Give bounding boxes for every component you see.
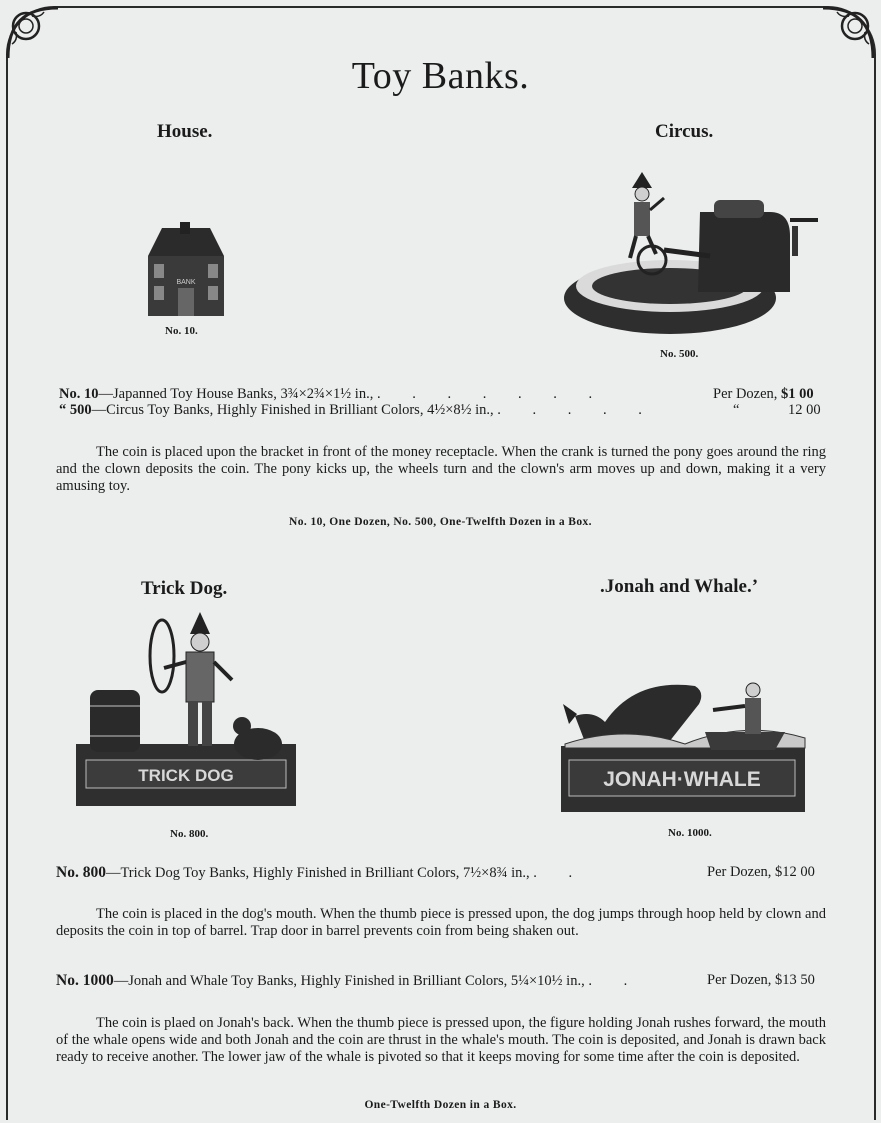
- item-description: —Japanned Toy House Banks, 3¾×2¾×1½ in.,: [98, 386, 374, 402]
- leader-dots: . .: [533, 865, 587, 881]
- circus-heading: Circus.: [655, 121, 714, 142]
- price-line-10: [59, 386, 606, 403]
- house-heading: House.: [157, 121, 213, 142]
- jonah-caption: No. 1000.: [668, 827, 712, 839]
- price-line-800: [56, 864, 586, 882]
- item-description: —Jonah and Whale Toy Banks, Highly Finished in Brilliant Colors, 5¼×10½ in.,: [113, 973, 585, 989]
- house-caption: No. 10.: [165, 325, 198, 337]
- price-10: [713, 386, 814, 403]
- leader-dots: . . . . .: [497, 402, 656, 418]
- item-description: —Circus Toy Banks, Highly Finished in Brilliant Colors, 4½×8½ in.,: [91, 402, 494, 418]
- price-label: Per Dozen,: [713, 386, 778, 402]
- leader-dots: . . . . . . .: [376, 386, 607, 402]
- page-title: Toy Banks.: [351, 55, 530, 97]
- price-1000: [707, 972, 815, 989]
- trickdog-caption: No. 800.: [170, 828, 209, 840]
- price-label: Per Dozen,: [707, 972, 772, 988]
- trickdog-bank-illustration: [72, 610, 302, 820]
- house-bank-illustration: [144, 222, 228, 320]
- trickdog-plate-text: TRICK DOG: [138, 766, 234, 785]
- item-number: No. 800: [56, 864, 106, 881]
- price-500: [733, 402, 739, 419]
- price-value: $12 00: [775, 864, 815, 880]
- jonah-bank-illustration: [555, 676, 813, 824]
- jonah-description: The coin is plaed on Jonah's back. When the thumb piece is pressed upon, the figure holding Jonah rushes forward, the mouth of the whale opens wide and both Jonah and the coin are thrust in the whale's mouth. The coin is deposited, and Jonah is drawn back ready to receive another. The lower jaw of the whale is pivoted so that it keeps moving for some time after the coin is deposited.: [56, 1015, 826, 1065]
- jonah-plate-text: JONAH·WHALE: [603, 768, 761, 791]
- price-value: $13 50: [775, 972, 815, 988]
- item-number: No. 10: [59, 386, 99, 402]
- price-line-500: [59, 402, 656, 419]
- trickdog-heading: Trick Dog.: [141, 578, 228, 599]
- trickdog-description: The coin is placed in the dog's mouth. When the thumb piece is pressed upon, the dog jumps through hoop held by clown and deposits the coin in top of barrel. Trap door in barrel prevents coin from being shaken out.: [56, 906, 826, 939]
- house-sign-text: BANK: [176, 279, 196, 286]
- price-value: $1 00: [781, 386, 814, 402]
- leader-dots: . .: [588, 973, 642, 989]
- item-description: —Trick Dog Toy Banks, Highly Finished in Brilliant Colors, 7½×8¾ in.,: [105, 865, 530, 881]
- circus-bank-illustration: [560, 170, 820, 340]
- item-number: “ 500: [59, 402, 92, 418]
- circus-description: The coin is placed upon the bracket in front of the money receptacle. When the crank is turned the pony goes around the ring and the clown deposits the coin. The pony kicks up, the wheels turn and the clown's arm moves up and down, making it a very amusing toy.: [56, 444, 826, 494]
- circus-caption: No. 500.: [660, 348, 699, 360]
- packing-note-1: No. 10, One Dozen, No. 500, One-Twelfth Dozen in a Box.: [289, 516, 592, 528]
- price-500-value: 12 00: [788, 402, 821, 418]
- packing-note-2: One-Twelfth Dozen in a Box.: [364, 1099, 517, 1111]
- item-number: No. 1000: [56, 972, 114, 989]
- price-label: Per Dozen,: [707, 864, 772, 880]
- price-800: [707, 864, 815, 881]
- price-label: “: [733, 402, 740, 418]
- price-line-1000: [56, 972, 641, 990]
- jonah-heading: .Jonah and Whale.’: [600, 576, 759, 597]
